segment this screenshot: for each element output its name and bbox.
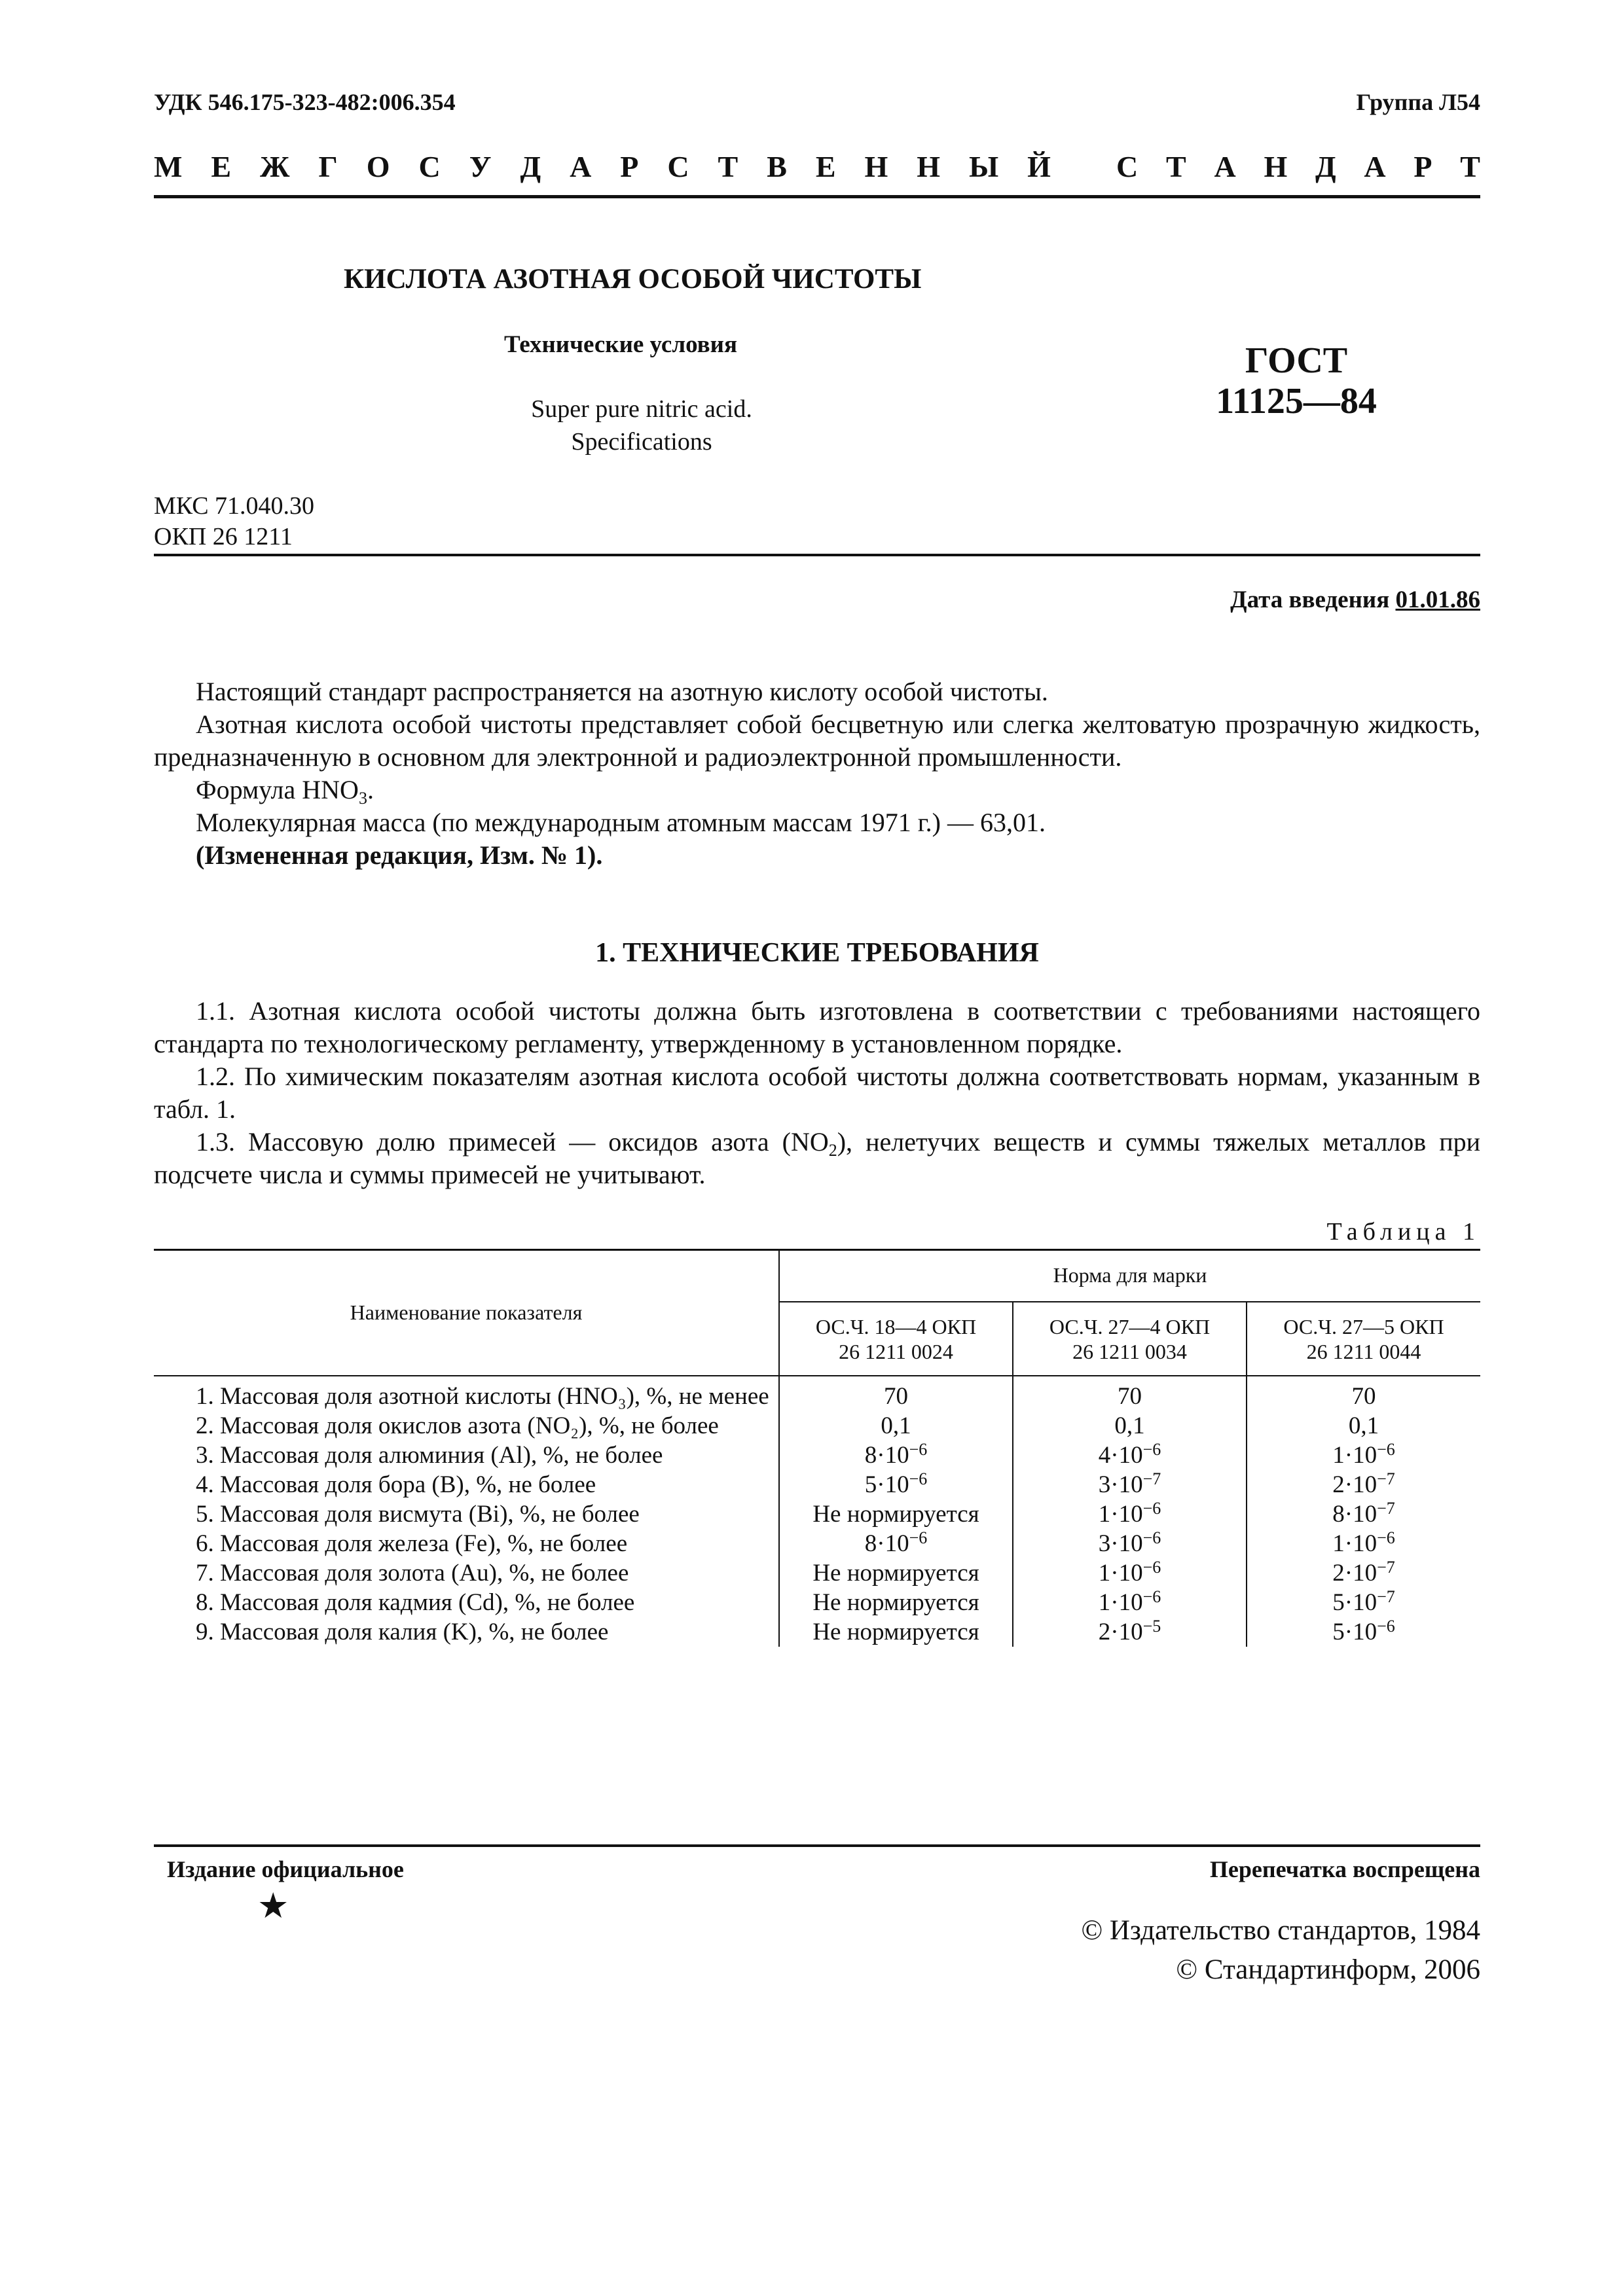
copyright-line: © Издательство стандартов, 1984 xyxy=(1081,1915,1480,1946)
section-heading: 1. ТЕХНИЧЕСКИЕ ТРЕБОВАНИЯ xyxy=(595,938,1039,968)
norm-value xyxy=(1247,1376,1480,1411)
table-row xyxy=(154,1529,1480,1558)
banner-letter: Г xyxy=(318,150,338,183)
norm-value xyxy=(779,1617,1013,1647)
grade-okp: 26 1211 0024 xyxy=(839,1339,953,1363)
norm-value xyxy=(779,1588,1013,1617)
column-header-group: Норма для марки xyxy=(779,1249,1480,1302)
copyright-line: © Стандартинформ, 2006 xyxy=(1176,1954,1480,1985)
banner-letter: А xyxy=(570,150,592,183)
banner-letter: С xyxy=(1116,150,1139,183)
interstate-standard-banner xyxy=(154,149,1480,184)
norm-value xyxy=(1013,1499,1247,1529)
indicator-text: 4. Массовая доля бора (B), %, не более xyxy=(196,1471,596,1498)
indicator-name xyxy=(154,1376,779,1411)
norm-mantissa: 1·10 xyxy=(1098,1589,1143,1616)
norm-mantissa: 2·10 xyxy=(1332,1471,1377,1498)
grade-name: ОС.Ч. 27—5 ОКП xyxy=(1283,1314,1444,1338)
clause-text: ), нелетучих веществ и суммы тяжелых металлов при подсчете числа и суммы примесей не учитывают. xyxy=(154,1127,1481,1189)
norm-exponent: −7 xyxy=(1142,1469,1161,1488)
column-header-name: Наименование показателя xyxy=(154,1249,779,1376)
intro-block xyxy=(154,675,1480,872)
norm-mantissa: Не нормируется xyxy=(812,1589,979,1616)
norm-value xyxy=(1013,1588,1247,1617)
introduction-date xyxy=(1230,586,1480,614)
clause-subscript: 2 xyxy=(828,1141,837,1160)
norm-value xyxy=(1013,1441,1247,1470)
clause-1-3 xyxy=(154,1126,1480,1191)
banner-letter: Е xyxy=(211,150,232,183)
intro-paragraph: Азотная кислота особой чистоты представляет собой бесцветную или слегка желтоватую прозрачную жидкость, предназначенную в основном для электронной и радиоэлектронной промышленности. xyxy=(154,709,1480,772)
document-title: КИСЛОТА АЗОТНАЯ ОСОБОЙ ЧИСТОТЫ xyxy=(344,264,922,295)
banner-letter: Р xyxy=(1413,150,1432,183)
table-row xyxy=(154,1588,1480,1617)
banner-letter: Н xyxy=(917,150,941,183)
indicator-text: 8. Массовая доля кадмия (Cd), %, не более xyxy=(196,1589,635,1616)
table-row xyxy=(154,1558,1480,1588)
norm-mantissa: 70 xyxy=(1351,1383,1376,1410)
table-row xyxy=(154,1411,1480,1441)
footer-rule xyxy=(154,1844,1480,1847)
norm-mantissa: 0,1 xyxy=(1348,1412,1379,1439)
norm-mantissa: 0,1 xyxy=(881,1412,911,1439)
norm-mantissa: 8·10 xyxy=(864,1442,909,1469)
norm-value xyxy=(1247,1617,1480,1647)
norm-value xyxy=(779,1441,1013,1470)
banner-letter: Ы xyxy=(969,150,999,183)
header-rule xyxy=(154,195,1480,198)
norm-value xyxy=(1247,1441,1480,1470)
norm-mantissa: 3·10 xyxy=(1098,1530,1143,1557)
title-rule xyxy=(154,554,1480,556)
norm-mantissa: 5·10 xyxy=(864,1471,909,1498)
grade-header xyxy=(1013,1302,1247,1376)
copyright-block xyxy=(1081,1911,1480,1990)
okp-code: ОКП 26 1211 xyxy=(154,523,293,550)
indicator-text: 7. Массовая доля золота (Au), %, не более xyxy=(196,1560,629,1587)
norm-mantissa: 1·10 xyxy=(1332,1442,1377,1469)
banner-letter: Д xyxy=(1315,150,1336,183)
norm-value xyxy=(1013,1558,1247,1588)
banner-letter: Н xyxy=(1264,150,1288,183)
norm-mantissa: 70 xyxy=(1118,1383,1142,1410)
banner-letter: М xyxy=(154,150,183,183)
norm-value xyxy=(1013,1470,1247,1499)
gost-label: ГОСТ xyxy=(1245,340,1348,381)
table-row xyxy=(154,1617,1480,1647)
norm-exponent: −6 xyxy=(1142,1440,1161,1459)
gost-number xyxy=(1198,340,1395,422)
indicator-text: 6. Массовая доля железа (Fe), %, не более xyxy=(196,1530,628,1557)
banner-letter: Р xyxy=(620,150,639,183)
amendment-note: (Измененная редакция, Изм. № 1). xyxy=(196,840,603,870)
norm-mantissa: 8·10 xyxy=(1332,1501,1377,1528)
norm-value xyxy=(1247,1558,1480,1588)
indicator-text: 9. Массовая доля калия (K), %, не более xyxy=(196,1619,609,1645)
norm-exponent: −6 xyxy=(1377,1617,1395,1636)
norm-mantissa: Не нормируется xyxy=(812,1619,979,1645)
norms-table xyxy=(154,1249,1480,1647)
table-row xyxy=(154,1376,1480,1411)
banner-letter: С xyxy=(667,150,689,183)
star-icon: ★ xyxy=(257,1886,289,1926)
norm-exponent: −7 xyxy=(1377,1469,1395,1488)
udk-code: УДК 546.175-323-482:006.354 xyxy=(154,89,456,115)
grade-header xyxy=(1247,1302,1480,1376)
formula-line xyxy=(154,774,1480,806)
banner-letter: А xyxy=(1364,150,1386,183)
official-edition: Издание официальное xyxy=(167,1856,404,1882)
norm-value xyxy=(1247,1529,1480,1558)
indicator-name xyxy=(154,1617,779,1647)
indicator-text: 2. Массовая доля окислов азота (NO₂), %, не более xyxy=(196,1412,719,1439)
banner-letter: Е xyxy=(815,150,836,183)
classification-codes xyxy=(154,491,314,552)
english-title xyxy=(458,393,825,458)
norm-value xyxy=(1013,1617,1247,1647)
formula-text: Формула HNO xyxy=(196,775,359,804)
norm-exponent: −5 xyxy=(1142,1617,1161,1636)
banner-letter: Ж xyxy=(260,150,290,183)
norm-mantissa: Не нормируется xyxy=(812,1560,979,1587)
norm-mantissa: 1·10 xyxy=(1332,1530,1377,1557)
norm-mantissa: 8·10 xyxy=(864,1530,909,1557)
banner-letter: А xyxy=(1214,150,1236,183)
indicator-text: 1. Массовая доля азотной кислоты (HNO₃), %, не менее xyxy=(196,1383,769,1410)
table-row xyxy=(154,1499,1480,1529)
norm-value xyxy=(1247,1411,1480,1441)
banner-letter: Т xyxy=(718,150,739,183)
banner-letter: Й xyxy=(1027,150,1051,183)
norm-mantissa: 3·10 xyxy=(1098,1471,1143,1498)
norm-exponent: −6 xyxy=(1142,1587,1161,1606)
interstate-word xyxy=(154,149,1051,184)
formula-suffix: . xyxy=(367,775,374,804)
clause-text: 1.3. Массовую долю примесей — оксидов азота (NO xyxy=(196,1127,829,1157)
clause-1-1: 1.1. Азотная кислота особой чистоты должна быть изготовлена в соответствии с требованиями настоящего стандарта по технологическому регламенту, утвержденному в установленном порядке. xyxy=(154,996,1480,1058)
grade-name: ОС.Ч. 18—4 ОКП xyxy=(815,1314,977,1338)
norm-value xyxy=(779,1376,1013,1411)
banner-letter: У xyxy=(469,150,492,183)
gost-code: 11125—84 xyxy=(1216,381,1377,422)
norm-value xyxy=(1247,1499,1480,1529)
document-subtitle: Технические условия xyxy=(504,331,737,358)
indicator-name xyxy=(154,1470,779,1499)
english-title-line: Specifications xyxy=(571,428,712,456)
norm-value xyxy=(779,1558,1013,1588)
mks-code: МКС 71.040.30 xyxy=(154,492,315,520)
norm-exponent: −6 xyxy=(909,1440,928,1459)
grade-header xyxy=(779,1302,1013,1376)
norm-mantissa: 2·10 xyxy=(1098,1619,1143,1645)
banner-letter: Д xyxy=(520,150,541,183)
indicator-name xyxy=(154,1529,779,1558)
banner-letter: Т xyxy=(1460,150,1480,183)
indicator-text: 5. Массовая доля висмута (Bi), %, не более xyxy=(196,1501,640,1528)
english-title-line: Super pure nitric acid. xyxy=(531,395,752,423)
reprint-notice: Перепечатка воспрещена xyxy=(1209,1856,1480,1882)
norm-exponent: −6 xyxy=(1377,1440,1395,1459)
norm-value xyxy=(779,1499,1013,1529)
norm-exponent: −6 xyxy=(1142,1528,1161,1547)
norm-value xyxy=(1013,1411,1247,1441)
norm-exponent: −7 xyxy=(1377,1499,1395,1518)
date-value: 01.01.86 xyxy=(1395,586,1480,613)
norm-value xyxy=(1247,1470,1480,1499)
table-caption: Таблица 1 xyxy=(1326,1218,1480,1246)
norm-mantissa: Не нормируется xyxy=(812,1501,979,1528)
norm-exponent: −7 xyxy=(1377,1558,1395,1577)
banner-letter: В xyxy=(767,150,787,183)
standard-word xyxy=(1116,149,1480,184)
norm-value xyxy=(1013,1529,1247,1558)
norm-value xyxy=(1013,1376,1247,1411)
norm-exponent: −6 xyxy=(909,1528,928,1547)
norm-value xyxy=(779,1529,1013,1558)
date-label: Дата введения xyxy=(1230,586,1396,613)
table-row xyxy=(154,1441,1480,1470)
intro-paragraph: Настоящий стандарт распространяется на азотную кислоту особой чистоты. xyxy=(196,677,1048,706)
norm-exponent: −6 xyxy=(909,1469,928,1488)
norm-value xyxy=(779,1411,1013,1441)
norm-exponent: −6 xyxy=(1142,1558,1161,1577)
banner-letter: Т xyxy=(1166,150,1186,183)
grade-okp: 26 1211 0034 xyxy=(1072,1339,1187,1363)
norm-value xyxy=(779,1470,1013,1499)
norm-mantissa: 4·10 xyxy=(1098,1442,1143,1469)
norm-exponent: −7 xyxy=(1377,1587,1395,1606)
norm-mantissa: 5·10 xyxy=(1332,1589,1377,1616)
indicator-text: 3. Массовая доля алюминия (Al), %, не более xyxy=(196,1442,663,1469)
norm-exponent: −6 xyxy=(1142,1499,1161,1518)
norm-mantissa: 1·10 xyxy=(1098,1501,1143,1528)
banner-letter: О xyxy=(366,150,390,183)
banner-letter: Н xyxy=(864,150,888,183)
table-row xyxy=(154,1470,1480,1499)
indicator-name xyxy=(154,1558,779,1588)
norm-mantissa: 0,1 xyxy=(1114,1412,1145,1439)
table-body xyxy=(154,1376,1480,1647)
indicator-name xyxy=(154,1588,779,1617)
indicator-name xyxy=(154,1411,779,1441)
indicator-name xyxy=(154,1499,779,1529)
section1-text xyxy=(154,995,1480,1191)
grade-name: ОС.Ч. 27—4 ОКП xyxy=(1049,1314,1211,1338)
indicator-name xyxy=(154,1441,779,1470)
norm-value xyxy=(1247,1588,1480,1617)
banner-letter: С xyxy=(418,150,441,183)
formula-subscript: 3 xyxy=(358,789,367,808)
norm-exponent: −6 xyxy=(1377,1528,1395,1547)
norm-mantissa: 2·10 xyxy=(1332,1560,1377,1587)
molar-mass-line: Молекулярная масса (по международным атомным массам 1971 г.) — 63,01. xyxy=(196,808,1046,837)
grade-okp: 26 1211 0044 xyxy=(1306,1339,1421,1363)
norm-mantissa: 1·10 xyxy=(1098,1560,1143,1587)
norm-mantissa: 70 xyxy=(884,1383,908,1410)
norm-mantissa: 5·10 xyxy=(1332,1619,1377,1645)
group-code: Группа Л54 xyxy=(1356,89,1480,115)
clause-1-2: 1.2. По химическим показателям азотная кислота особой чистоты должна соответствовать нормам, указанным в табл. 1. xyxy=(154,1062,1480,1124)
